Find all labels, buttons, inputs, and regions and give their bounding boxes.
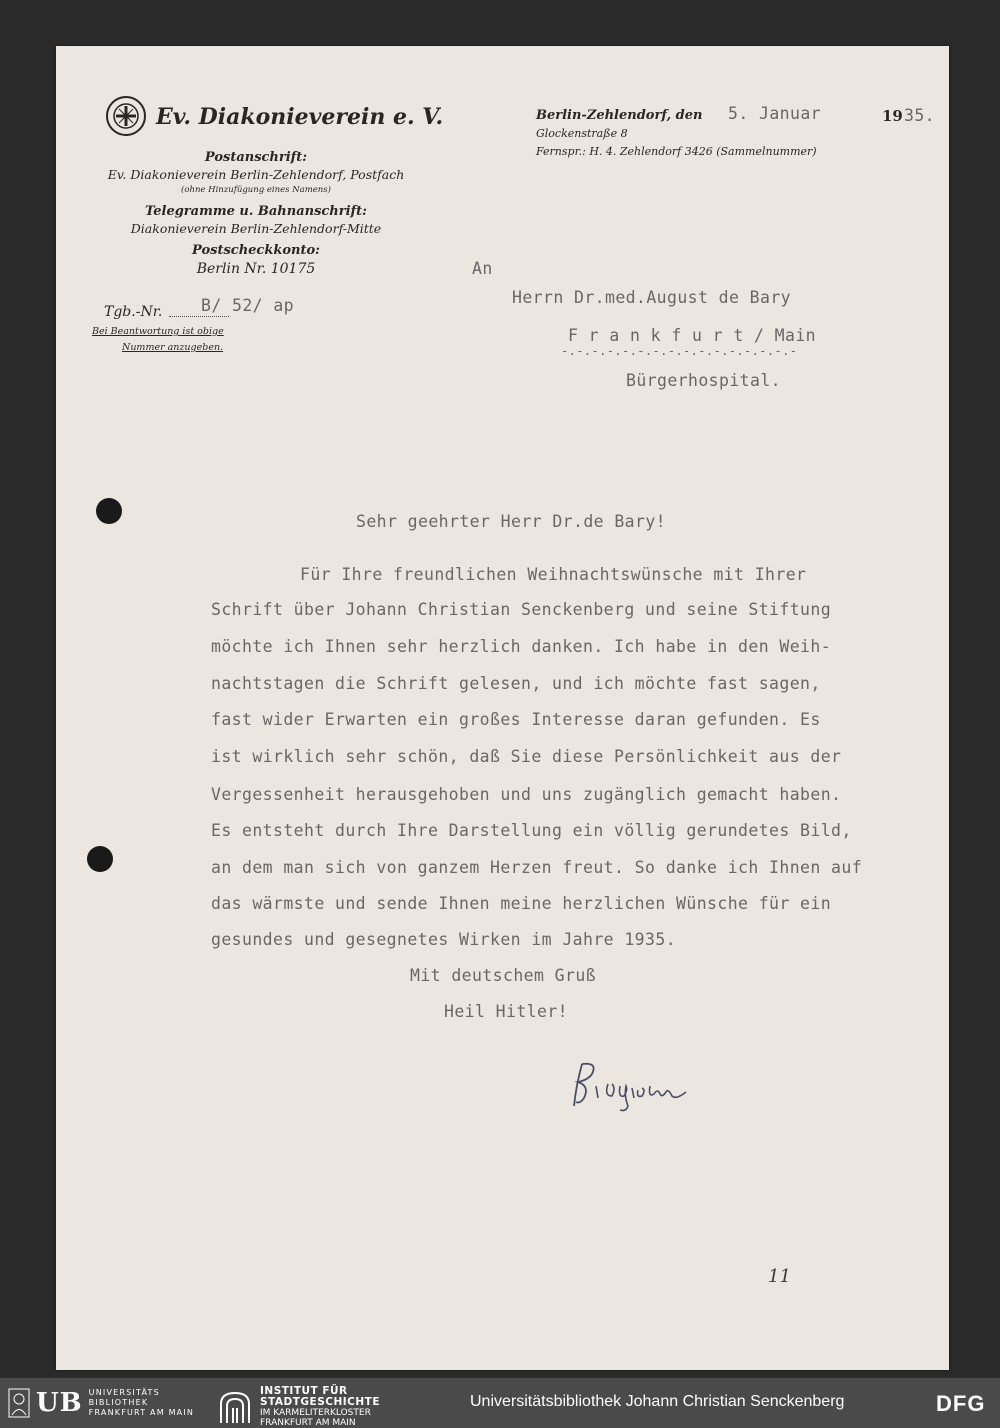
year-prefix: 19 xyxy=(882,107,903,125)
tgb-label: Tgb.-Nr. xyxy=(104,304,163,320)
reply-note-line2: Nummer anzugeben. xyxy=(122,342,224,353)
recipient-city: F r a n k f u r t / Main xyxy=(568,326,817,345)
body-line: Es entsteht durch Ihre Darstellung ein völlig gerundetes Bild, xyxy=(211,821,852,840)
isg-line4: FRANKFURT AM MAIN xyxy=(260,1418,356,1428)
tgb-dotted-line xyxy=(169,316,229,317)
body-line: gesundes und gesegnetes Wirken im Jahre 1935. xyxy=(211,930,677,949)
ub-line2: BIBLIOTHEK xyxy=(88,1398,149,1407)
recipient-city-underline: -.-.-.-.-.-.-.-.-.-.-.-.-.-.-.- xyxy=(561,344,798,358)
closing-salute: Heil Hitler! xyxy=(444,1002,569,1021)
body-line: Für Ihre freundlichen Weihnachtswünsche mit Ihrer xyxy=(300,565,807,584)
postscheck-label: Postscheckkonto: xyxy=(192,243,320,258)
portrait-icon xyxy=(8,1388,30,1418)
recipient-name: Herrn Dr.med.August de Bary xyxy=(512,288,792,307)
ub-line3: FRANKFURT AM MAIN xyxy=(88,1408,195,1417)
handwritten-signature xyxy=(568,1056,708,1116)
isg-line2: STADTGESCHICHTE xyxy=(260,1396,380,1408)
footer-library-name: Universitätsbibliothek Johann Christian Senckenberg xyxy=(470,1393,845,1410)
org-name: Ev. Diakonieverein e. V. xyxy=(156,104,444,130)
dfg-logo: DFG xyxy=(936,1391,986,1416)
salutation: Sehr geehrter Herr Dr.de Bary! xyxy=(356,512,667,531)
diakonieverein-seal-icon xyxy=(106,96,146,136)
reply-note-line1: Bei Beantwortung ist obige xyxy=(92,326,224,337)
an-label: An xyxy=(472,259,493,278)
year-suffix: 35. xyxy=(904,106,936,125)
ub-line1: UNIVERSITÄTS xyxy=(88,1388,160,1397)
phone: Fernspr.: H. 4. Zehlendorf 3426 (Sammelnummer) xyxy=(536,145,817,158)
body-line: an dem man sich von ganzem Herzen freut. So danke ich Ihnen auf xyxy=(211,858,863,877)
recipient-institution: Bürgerhospital. xyxy=(626,371,782,390)
telegram-label: Telegramme u. Bahnanschrift: xyxy=(145,204,367,219)
isg-logo xyxy=(218,1386,380,1428)
body-line: fast wider Erwarten ein großes Interesse daran gefunden. Es xyxy=(211,710,821,729)
postal-note: (ohne Hinzufügung eines Namens) xyxy=(181,185,331,195)
body-line: das wärmste und sende Ihnen meine herzlichen Wünsche für ein xyxy=(211,894,832,913)
postscheck-value: Berlin Nr. 10175 xyxy=(196,261,316,277)
handwritten-page-number: 11 xyxy=(768,1266,791,1287)
body-line: Schrift über Johann Christian Senckenberg und seine Stiftung xyxy=(211,600,832,619)
body-line: nachtstagen die Schrift gelesen, und ich möchte fast sagen, xyxy=(211,674,821,693)
closing-greeting: Mit deutschem Gruß xyxy=(410,966,597,985)
telegram-address: Diakonieverein Berlin-Zehlendorf-Mitte xyxy=(130,221,382,236)
body-line: Vergessenheit herausgehoben und uns zugänglich gemacht haben. xyxy=(211,785,842,804)
letter-page xyxy=(56,46,949,1370)
isg-line1: INSTITUT FÜR xyxy=(260,1385,348,1397)
letter-date: 5. Januar xyxy=(728,104,822,123)
tgb-number: B/ 52/ ap xyxy=(201,296,295,315)
footer-bar xyxy=(0,1378,1000,1428)
ub-logo-letters: UB xyxy=(36,1388,83,1418)
body-line: möchte ich Ihnen sehr herzlich danken. Ich habe in den Weih- xyxy=(211,637,832,656)
postal-address: Ev. Diakonieverein Berlin-Zehlendorf, Postfach xyxy=(107,167,405,182)
punch-hole xyxy=(87,846,113,872)
arch-icon xyxy=(218,1390,252,1424)
postal-label: Postanschrift: xyxy=(204,150,308,165)
place-date-prefix: Berlin-Zehlendorf, den xyxy=(536,108,703,123)
punch-hole xyxy=(96,498,122,524)
body-line: ist wirklich sehr schön, daß Sie diese Persönlichkeit aus der xyxy=(211,747,842,766)
ub-logo xyxy=(8,1386,194,1420)
street: Glockenstraße 8 xyxy=(536,127,628,140)
isg-line3: IM KARMELITERKLOSTER xyxy=(260,1408,371,1418)
